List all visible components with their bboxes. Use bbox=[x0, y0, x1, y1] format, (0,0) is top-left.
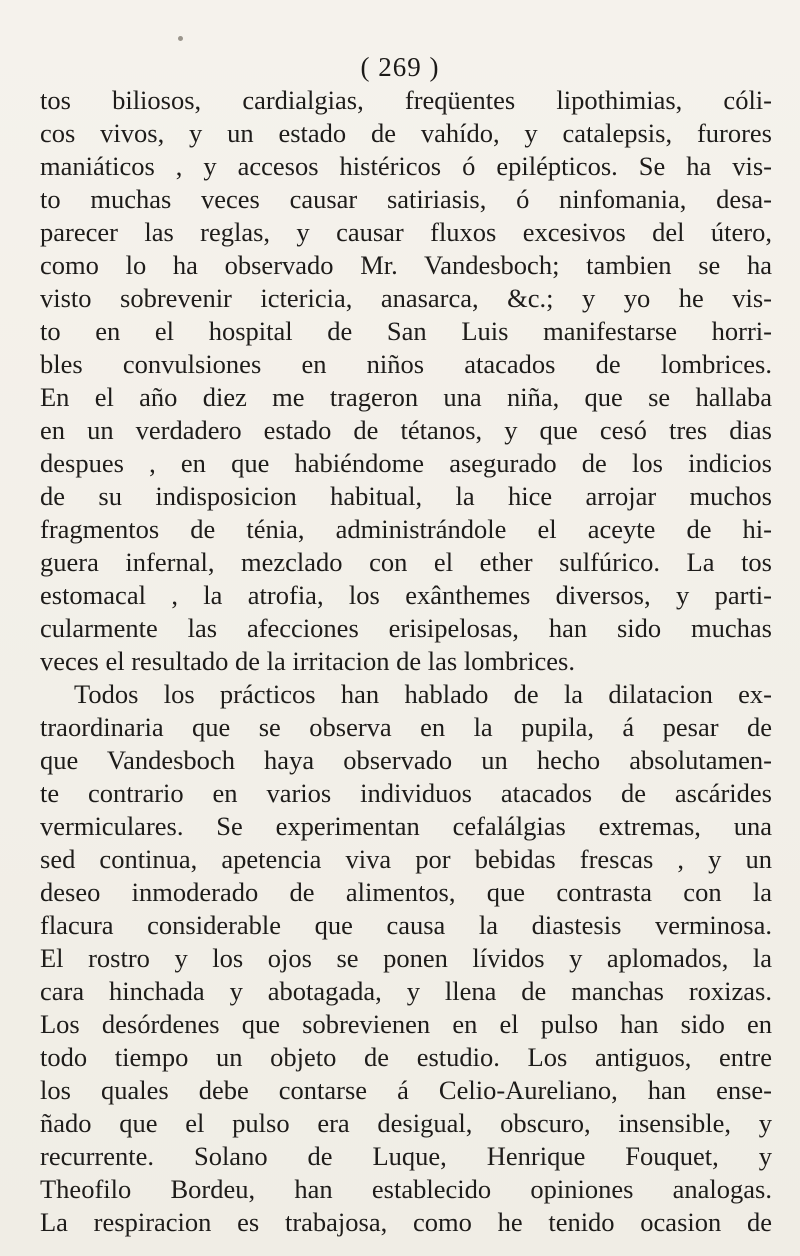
text-line: como lo ha observado Mr. Vandesboch; tambien se ha bbox=[40, 250, 772, 280]
text-line: parecer las reglas, y causar fluxos excesivos del útero, bbox=[40, 217, 772, 247]
text-line: Theofilo Bordeu, han establecido opiniones analogas. bbox=[40, 1174, 772, 1204]
text-line: bles convulsiones en niños atacados de lombrices. bbox=[40, 349, 772, 379]
text-line: todo tiempo un objeto de estudio. Los antiguos, entre bbox=[40, 1042, 772, 1072]
text-line: cos vivos, y un estado de vahído, y catalepsis, furores bbox=[40, 118, 772, 148]
text-line: flacura considerable que causa la diastesis verminosa. bbox=[40, 910, 772, 940]
page-number: ( 269 ) bbox=[360, 52, 440, 82]
text-line: Todos los prácticos han hablado de la dilatacion ex- bbox=[74, 679, 772, 709]
ink-speck bbox=[178, 36, 183, 41]
text-line: ñado que el pulso era desigual, obscuro, insensible, y bbox=[40, 1108, 772, 1138]
text-line: guera infernal, mezclado con el ether sulfúrico. La tos bbox=[40, 547, 772, 577]
body-text bbox=[40, 84, 772, 1239]
text-line: visto sobrevenir ictericia, anasarca, &c.; y yo he vis- bbox=[40, 283, 772, 313]
text-line: estomacal , la atrofia, los exânthemes diversos, y parti- bbox=[40, 580, 772, 610]
text-line: de su indisposicion habitual, la hice arrojar muchos bbox=[40, 481, 772, 511]
text-line: maniáticos , y accesos histéricos ó epilépticos. Se ha vis- bbox=[40, 151, 772, 181]
text-line: despues , en que habiéndome asegurado de los indicios bbox=[40, 448, 772, 478]
text-line: deseo inmoderado de alimentos, que contrasta con la bbox=[40, 877, 772, 907]
text-line: La respiracion es trabajosa, como he tenido ocasion de bbox=[40, 1207, 772, 1237]
text-line: tos biliosos, cardialgias, freqüentes lipothimias, cóli- bbox=[40, 85, 772, 115]
text-line: en un verdadero estado de tétanos, y que cesó tres dias bbox=[40, 415, 772, 445]
text-line: to muchas veces causar satiriasis, ó ninfomania, desa- bbox=[40, 184, 772, 214]
text-line: sed continua, apetencia viva por bebidas frescas , y un bbox=[40, 844, 772, 874]
text-line: En el año diez me trageron una niña, que se hallaba bbox=[40, 382, 772, 412]
text-line: los quales debe contarse á Celio-Aureliano, han ense- bbox=[40, 1075, 772, 1105]
text-line: cularmente las afecciones erisipelosas, han sido muchas bbox=[40, 613, 772, 643]
text-line: El rostro y los ojos se ponen lívidos y aplomados, la bbox=[40, 943, 772, 973]
text-line: veces el resultado de la irritacion de las lombrices. bbox=[40, 646, 575, 676]
text-line: te contrario en varios individuos atacados de ascárides bbox=[40, 778, 772, 808]
text-line: que Vandesboch haya observado un hecho absolutamen- bbox=[40, 745, 772, 775]
text-line: recurrente. Solano de Luque, Henrique Fouquet, y bbox=[40, 1141, 772, 1171]
text-line: vermiculares. Se experimentan cefalálgias extremas, una bbox=[40, 811, 772, 841]
text-line: fragmentos de ténia, administrándole el aceyte de hi- bbox=[40, 514, 772, 544]
text-line: Los desórdenes que sobrevienen en el pulso han sido en bbox=[40, 1009, 772, 1039]
text-line: to en el hospital de San Luis manifestarse horri- bbox=[40, 316, 772, 346]
text-line: traordinaria que se observa en la pupila, á pesar de bbox=[40, 712, 772, 742]
text-line: cara hinchada y abotagada, y llena de manchas roxizas. bbox=[40, 976, 772, 1006]
